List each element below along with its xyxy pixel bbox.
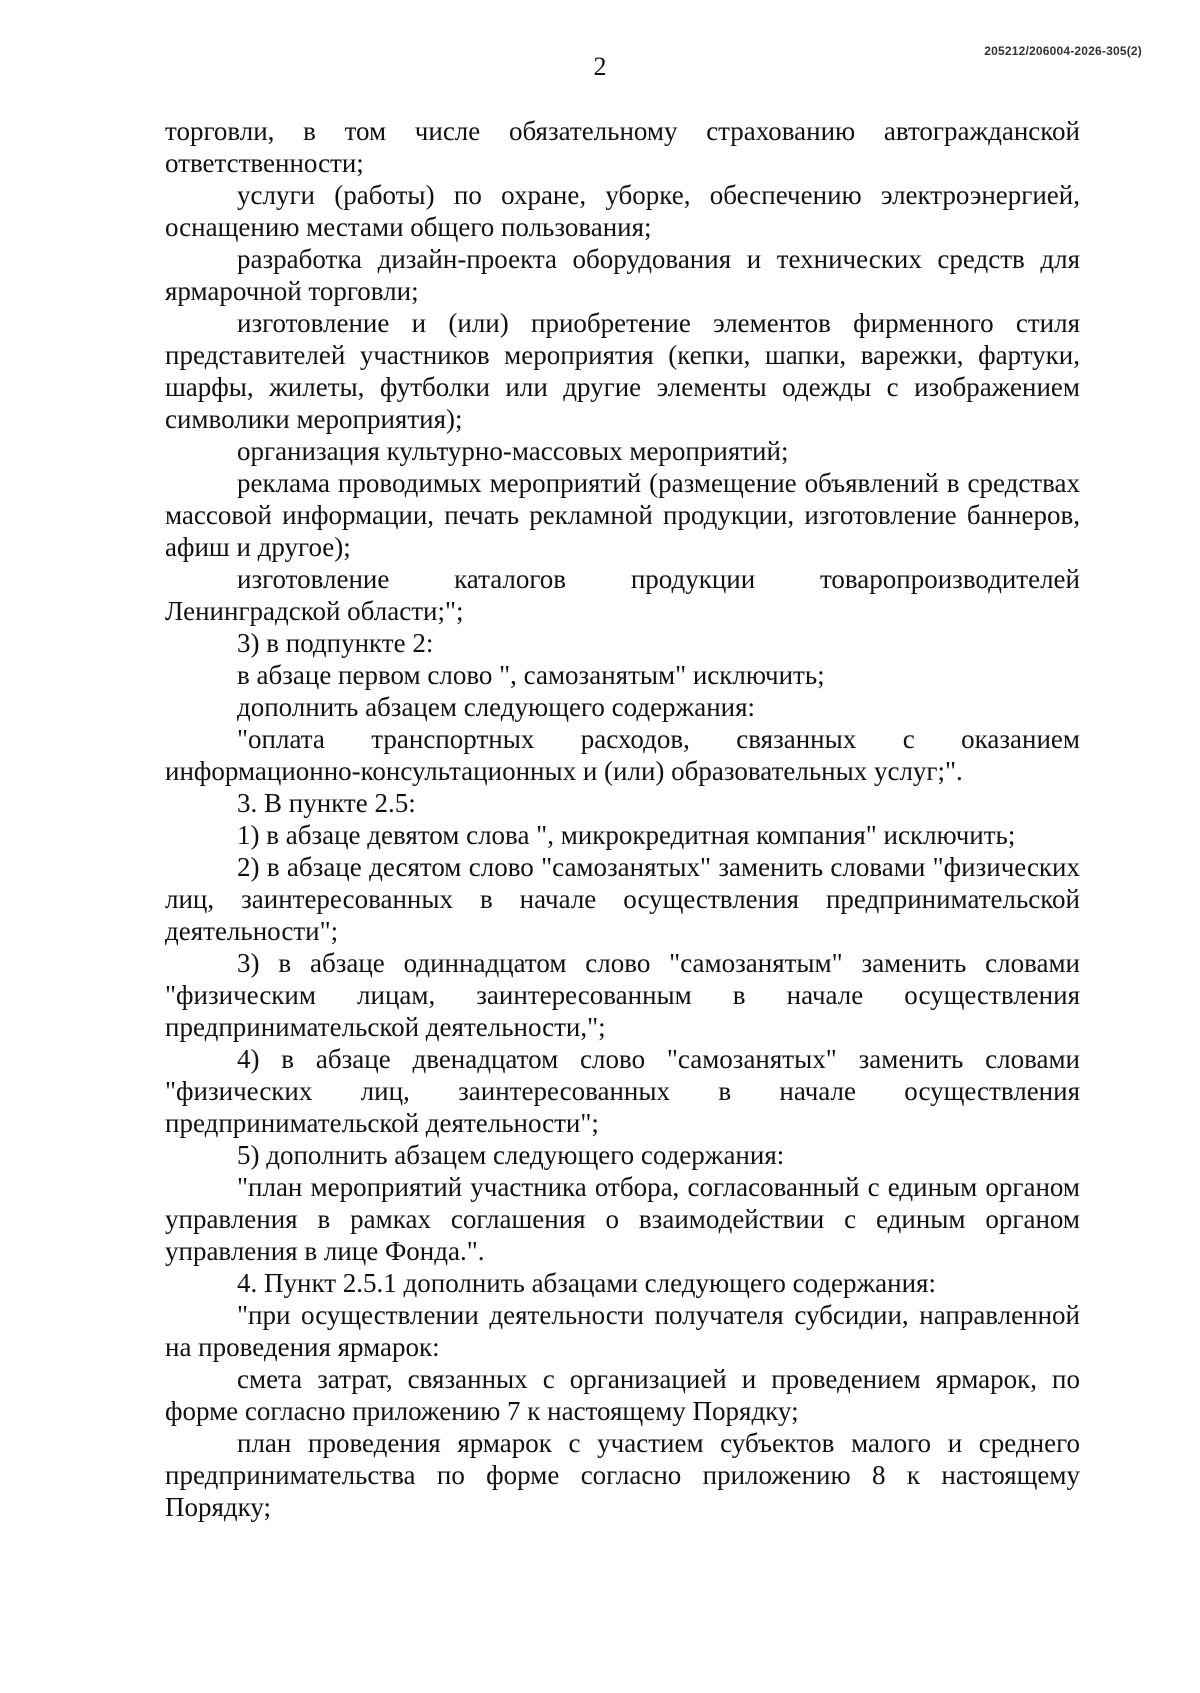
- paragraph: 4) в абзаце двенадцатом слово "самозанятых" заменить словами "физических лиц, заинтересованных в начале осуществления предпринимательской деятельности";: [165, 1044, 1080, 1138]
- paragraph: 4. Пункт 2.5.1 дополнить абзацами следующего содержания:: [237, 1268, 936, 1298]
- paragraph: изготовление и (или) приобретение элементов фирменного стиля представителей участников мероприятия (кепки, шапки, варежки, фартуки, шарфы, жилеты, футболки или другие элементы одежды с изображением символики мероприятия);: [165, 308, 1080, 434]
- paragraph: 3) в подпункте 2:: [237, 628, 434, 658]
- paragraph: изготовление каталогов продукции товаропроизводителей Ленинградской области;";: [165, 564, 1080, 626]
- paragraph: организация культурно-массовых мероприятий;: [237, 436, 789, 466]
- paragraph: "оплата транспортных расходов, связанных с оказанием информационно-консультационных и (или) образовательных услуг;".: [165, 724, 1080, 786]
- paragraph: 3. В пункте 2.5:: [237, 788, 416, 818]
- paragraph: 3) в абзаце одиннадцатом слово "самозанятым" заменить словами "физическим лицам, заинтересованным в начале осуществления предпринимательской деятельности,";: [165, 948, 1080, 1042]
- document-id: 205212/206004-2026-305(2): [984, 44, 1142, 58]
- document-body: [165, 115, 1080, 1523]
- paragraph: "при осуществлении деятельности получателя субсидии, направленной на проведения ярмарок:: [165, 1300, 1080, 1362]
- paragraph: 2) в абзаце десятом слово "самозанятых" заменить словами "физических лиц, заинтересованных в начале осуществления предпринимательской деятельности";: [165, 852, 1080, 946]
- paragraph: услуги (работы) по охране, уборке, обеспечению электроэнергией, оснащению местами общего пользования;: [165, 180, 1080, 242]
- paragraph: разработка дизайн-проекта оборудования и технических средств для ярмарочной торговли;: [165, 244, 1080, 306]
- paragraph: торговли, в том числе обязательному страхованию автогражданской ответственности;: [165, 116, 1080, 178]
- paragraph: 1) в абзаце девятом слова ", микрокредитная компания" исключить;: [237, 820, 1016, 850]
- page-number: 2: [593, 52, 607, 81]
- paragraph: дополнить абзацем следующего содержания:: [237, 692, 756, 722]
- paragraph: план проведения ярмарок с участием субъектов малого и среднего предпринимательства по форме согласно приложению 8 к настоящему Порядку;: [165, 1428, 1080, 1522]
- paragraph: "план мероприятий участника отбора, согласованный с единым органом управления в рамках соглашения о взаимодействии с единым органом управления в лице Фонда.".: [165, 1172, 1080, 1266]
- paragraph: в абзаце первом слово ", самозанятым" исключить;: [237, 660, 825, 690]
- paragraph: 5) дополнить абзацем следующего содержания:: [237, 1140, 785, 1170]
- paragraph: смета затрат, связанных с организацией и проведением ярмарок, по форме согласно приложению 7 к настоящему Порядку;: [165, 1364, 1080, 1426]
- paragraph: реклама проводимых мероприятий (размещение объявлений в средствах массовой информации, печать рекламной продукции, изготовление баннеров, афиш и другое);: [165, 468, 1080, 562]
